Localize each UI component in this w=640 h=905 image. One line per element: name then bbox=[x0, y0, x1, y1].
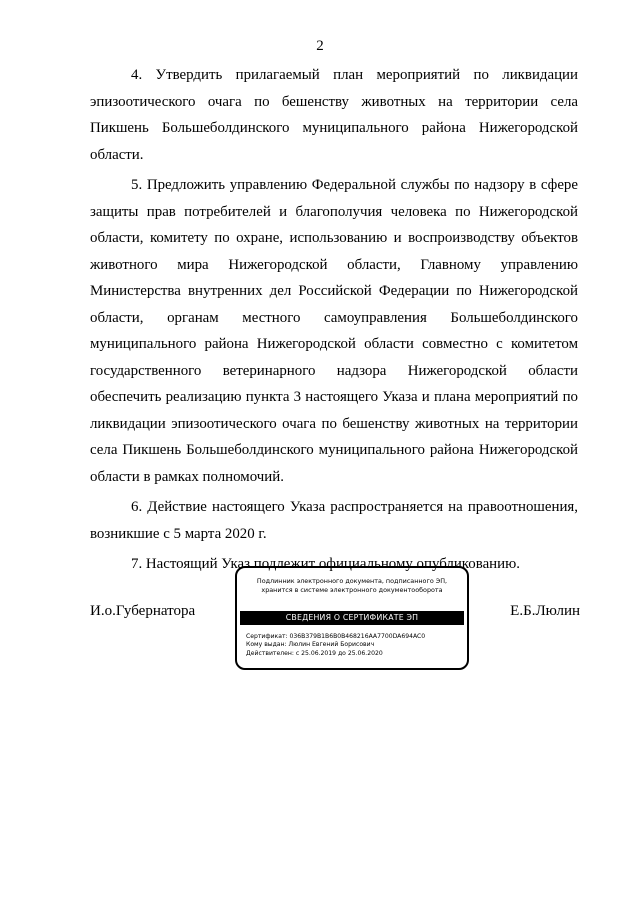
stamp-details bbox=[246, 633, 462, 658]
page-number: 2 bbox=[316, 38, 324, 54]
stamp-issued-to: Кому выдан: Люлин Евгений Борисович bbox=[246, 641, 375, 649]
paragraph-5: 5. Предложить управлению Федеральной службы по надзору в сфере защиты прав потребителей и благополучия человека по Нижегородской области, комитету по охране, использованию и воспроизводству объектов животного мира Нижегородской области, Главному управлению Министерства внутренних дел Российской Федерации по Нижегородской области, органам местного самоуправления Большеболдинского муниципального района Нижегородской области совместно с комитетом государственного ветеринарного надзора Нижегородской области обеспечить реализацию пункта 3 настоящего Указа и плана мероприятий по ликвидации эпизоотического очага по бешенству животных на территории села Пикшень Большеболдинского муниципального района Нижегородской области в рамках полномочий. bbox=[90, 177, 578, 485]
stamp-header-line-1: Подлинник электронного документа, подписанного ЭП, bbox=[256, 577, 448, 585]
stamp-certificate-banner: СВЕДЕНИЯ О СЕРТИФИКАТЕ ЭП bbox=[240, 611, 464, 625]
paragraph-7: 7. Настоящий Указ подлежит официальному опубликованию. bbox=[131, 556, 520, 572]
decree-body bbox=[90, 62, 578, 578]
stamp-certificate-number: Сертификат: 036B379B1B6B0B468216AA7700DA694AC0 bbox=[246, 633, 426, 640]
signatory-title: И.о.Губернатора bbox=[90, 603, 196, 619]
stamp-header bbox=[237, 577, 467, 594]
signatory-name: Е.Б.Люлин bbox=[510, 603, 580, 619]
electronic-signature-stamp bbox=[235, 566, 469, 670]
stamp-validity: Действителен: с 25.06.2019 до 25.06.2020 bbox=[246, 649, 383, 657]
stamp-header-line-2: хранится в системе электронного документооборота bbox=[261, 585, 443, 594]
paragraph-6: 6. Действие настоящего Указа распространяется на правоотношения, возникшие с 5 марта 2020 г. bbox=[90, 499, 578, 542]
paragraph-4: 4. Утвердить прилагаемый план мероприятий по ликвидации эпизоотического очага по бешенству животных на территории села Пикшень Большеболдинского муниципального района Нижегородской области. bbox=[90, 67, 578, 163]
